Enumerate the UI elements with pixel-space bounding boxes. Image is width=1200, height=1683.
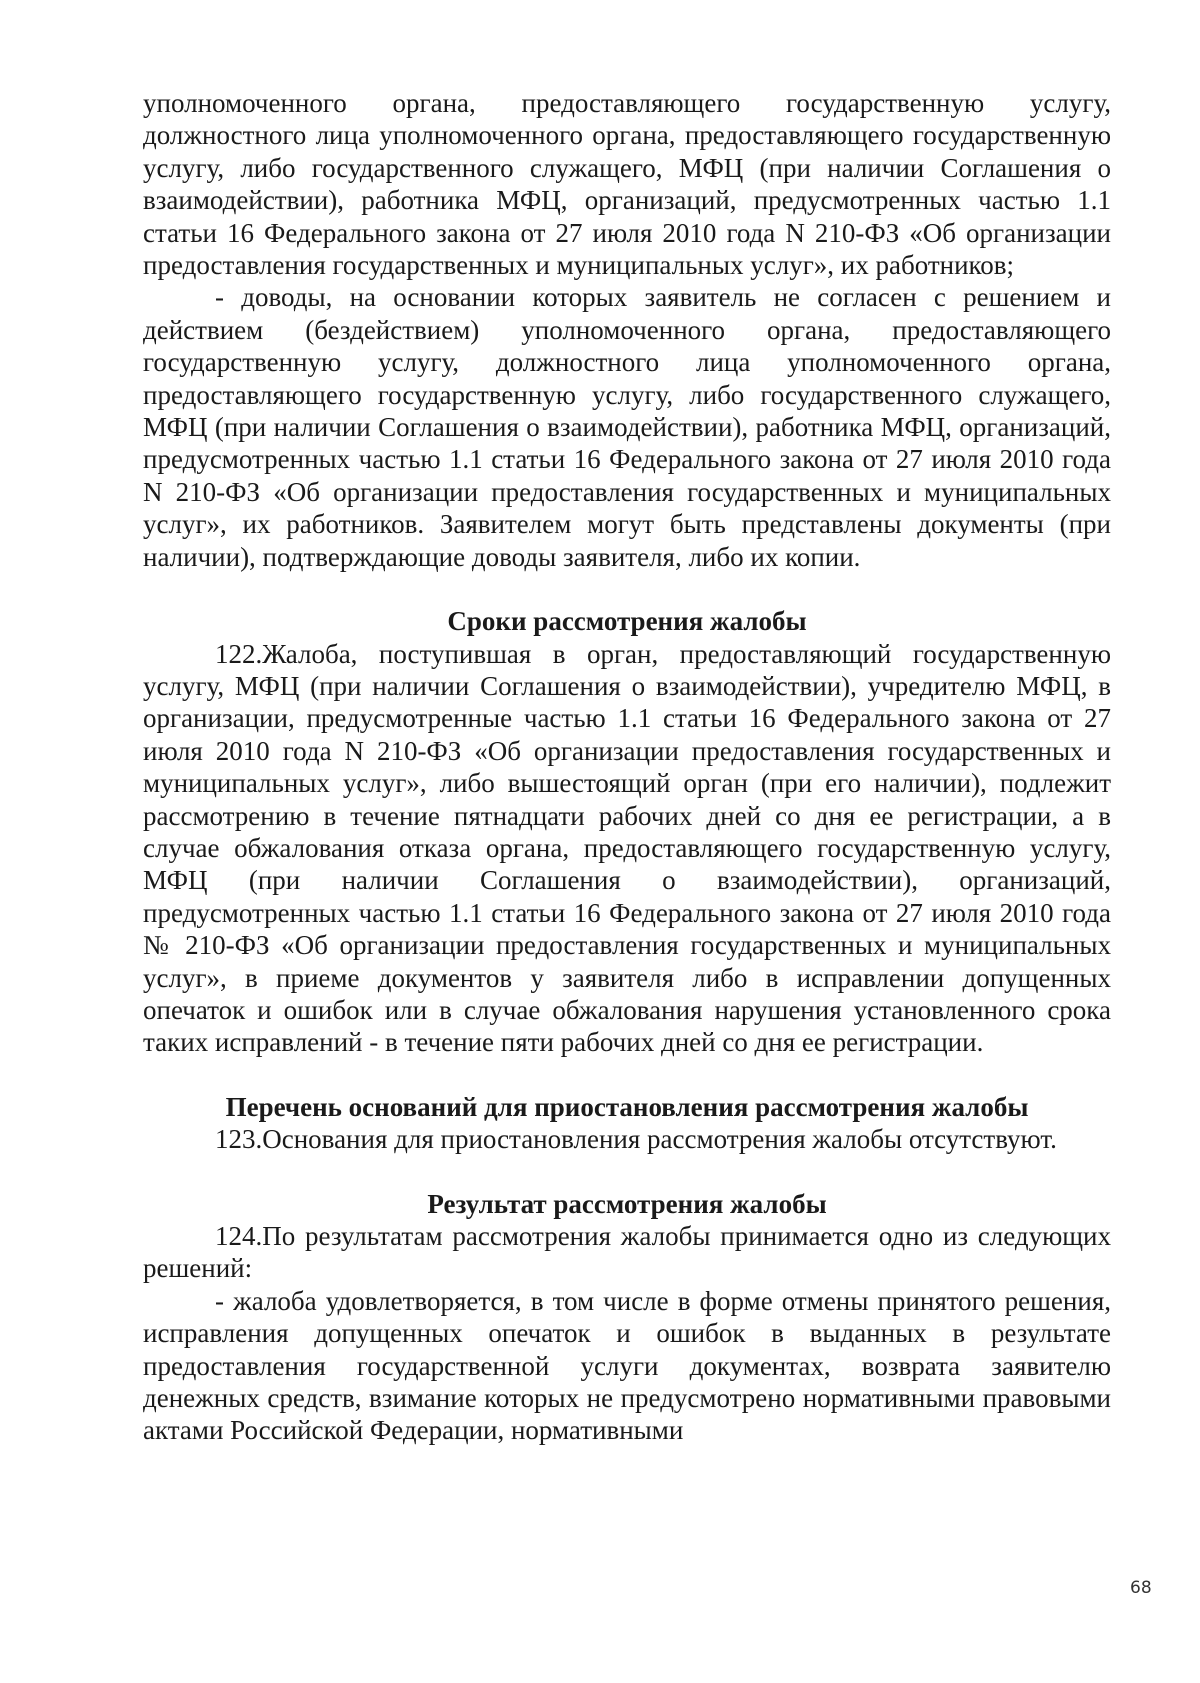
paragraph-124: 124.По результатам рассмотрения жалобы принимается одно из следующих решений: <box>143 1221 1111 1284</box>
heading-review-deadlines: Сроки рассмотрения жалобы <box>447 606 807 637</box>
section-spacer <box>143 1059 1111 1091</box>
paragraph-complaint-satisfied: - жалоба удовлетворяется, в том числе в форме отмены принятого решения, исправления допущенных опечаток и ошибок в выданных в результате предоставления государственной услуги документах, возврата заявителю денежных средств, взимание которых не предусмотрено нормативными правовыми актами Российской Федерации, нормативными <box>143 1285 1111 1446</box>
paragraph-123: 123.Основания для приостановления рассмотрения жалобы отсутствуют. <box>215 1124 1057 1155</box>
document-body <box>143 87 1111 1447</box>
heading-review-result: Результат рассмотрения жалобы <box>427 1188 827 1219</box>
heading-suspension-grounds: Перечень оснований для приостановления рассмотрения жалобы <box>225 1091 1029 1122</box>
paragraph-122: 122.Жалоба, поступившая в орган, предоставляющий государственную услугу, МФЦ (при наличии Соглашения о взаимодействии), учредителю МФЦ, в организации, предусмотренные частью 1.1 статьи 16 Федерального закона от 27 июля 2010 года N 210-ФЗ «Об организации предоставления государственных и муниципальных услуг», либо вышестоящий орган (при его наличии), подлежит рассмотрению в течение пятнадцати рабочих дней со дня ее регистрации, а в случае обжалования отказа органа, предоставляющего государственную услугу, МФЦ (при наличии Соглашения о взаимодействии), организаций, предусмотренных частью 1.1 статьи 16 Федерального закона от 27 июля 2010 года № 210-ФЗ «Об организации предоставления государственных и муниципальных услуг», в приеме документов у заявителя либо в исправлении допущенных опечаток и ошибок или в случае обжалования нарушения установленного срока таких исправлений - в течение пяти рабочих дней со дня ее регистрации. <box>143 638 1111 1058</box>
section-spacer <box>143 1156 1111 1188</box>
paragraph-complaint-subject-continuation: уполномоченного органа, предоставляющего государственную услугу, должностного лица уполномоченного органа, предоставляющего государственную услугу, либо государственного служащего, МФЦ (при наличии Соглашения о взаимодействии), работника МФЦ, организаций, предусмотренных частью 1.1 статьи 16 Федерального закона от 27 июля 2010 года N 210-ФЗ «Об организации предоставления государственных и муниципальных услуг», их работников; <box>143 88 1111 281</box>
paragraph-complaint-arguments: - доводы, на основании которых заявитель не согласен с решением и действием (бездействием) уполномоченного органа, предоставляющего государственную услугу, должностного лица уполномоченного органа, предоставляющего государственную услугу, либо государственного служащего, МФЦ (при наличии Соглашения о взаимодействии), работника МФЦ, организаций, предусмотренных частью 1.1 статьи 16 Федерального закона от 27 июля 2010 года N 210-ФЗ «Об организации предоставления государственных и муниципальных услуг», их работников. Заявителем могут быть представлены документы (при наличии), подтверждающие доводы заявителя, либо их копии. <box>143 282 1111 572</box>
section-spacer <box>143 573 1111 605</box>
page-number: 68 <box>1130 1578 1152 1598</box>
